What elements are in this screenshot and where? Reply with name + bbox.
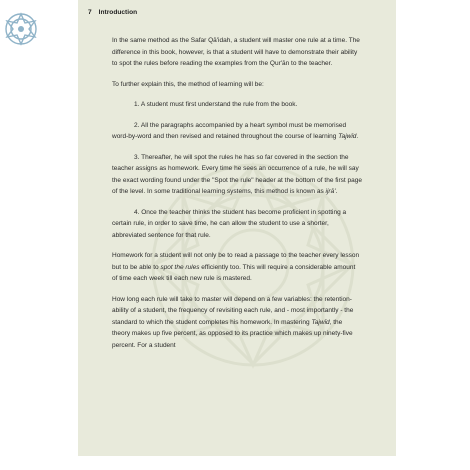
text-run: . [335,188,338,195]
italic-term: Tajwīd [338,133,357,140]
text-run: , the theory makes up five percent, as opposed to its practice which makes up ninety-five percent. For a student [112,318,353,349]
text-run: To further explain this, the method of learning will be: [112,80,264,88]
numbered-paragraph [112,99,362,111]
body-text [112,35,362,360]
italic-term: Tajwīd [311,318,330,326]
text-run: . [356,133,359,140]
italic-term: spot the rules [160,263,200,271]
chapter-title: Introduction [98,9,138,16]
page-number: 7 [88,9,92,16]
paragraph [112,79,362,91]
numbered-paragraph [112,207,362,242]
italic-term: ijrā' [325,188,336,195]
paragraph [112,250,362,285]
text-run: 1. A student must first understand the rule from the book. [134,101,298,108]
publisher-logo-icon [2,10,40,48]
text-run: efficiently too. This will require a considerable amount of time each week till each new rule is mastered. [112,263,356,282]
numbered-paragraph [112,120,362,143]
paragraph [112,35,362,70]
numbered-paragraph [112,152,362,198]
text-run: Homework for a student will not only be to read a passage to the teacher every lesson but to be able to [112,252,360,271]
running-header [88,9,137,16]
text-run: How long each rule will take to master will depend on a few variables: the retention-ability of a student, the frequency of revisiting each rule, and - most importantly - the standard to which the student completes his homework. In mastering [112,295,354,326]
text-run: In the same method as the Safar Qā'idah, a student will master one rule at a time. The difference in this book, however, is that a student will have to demonstrate their ability to spot the rules before reading the examples from the Qur'ān to the teacher. [112,37,360,67]
text-run: 2. All the paragraphs accompanied by a heart symbol must be memorised word-by-word and then revised and retained throughout the course of learning [112,121,347,140]
paragraph [112,294,362,352]
text-run: 4. Once the teacher thinks the student has become proficient in spotting a certain rule, in order to save time, he can allow the student to use a shorter, abbreviated sentence for that rule. [112,208,347,239]
text-run: 3. Thereafter, he will spot the rules he has so far covered in the section the teacher assigns as homework. Every time he sees an occurrence of a rule, he will say the exact wording found under the "Spot the rule" header at the bottom of the first page of the level. In some traditional learning systems, this method is known as [112,153,362,195]
